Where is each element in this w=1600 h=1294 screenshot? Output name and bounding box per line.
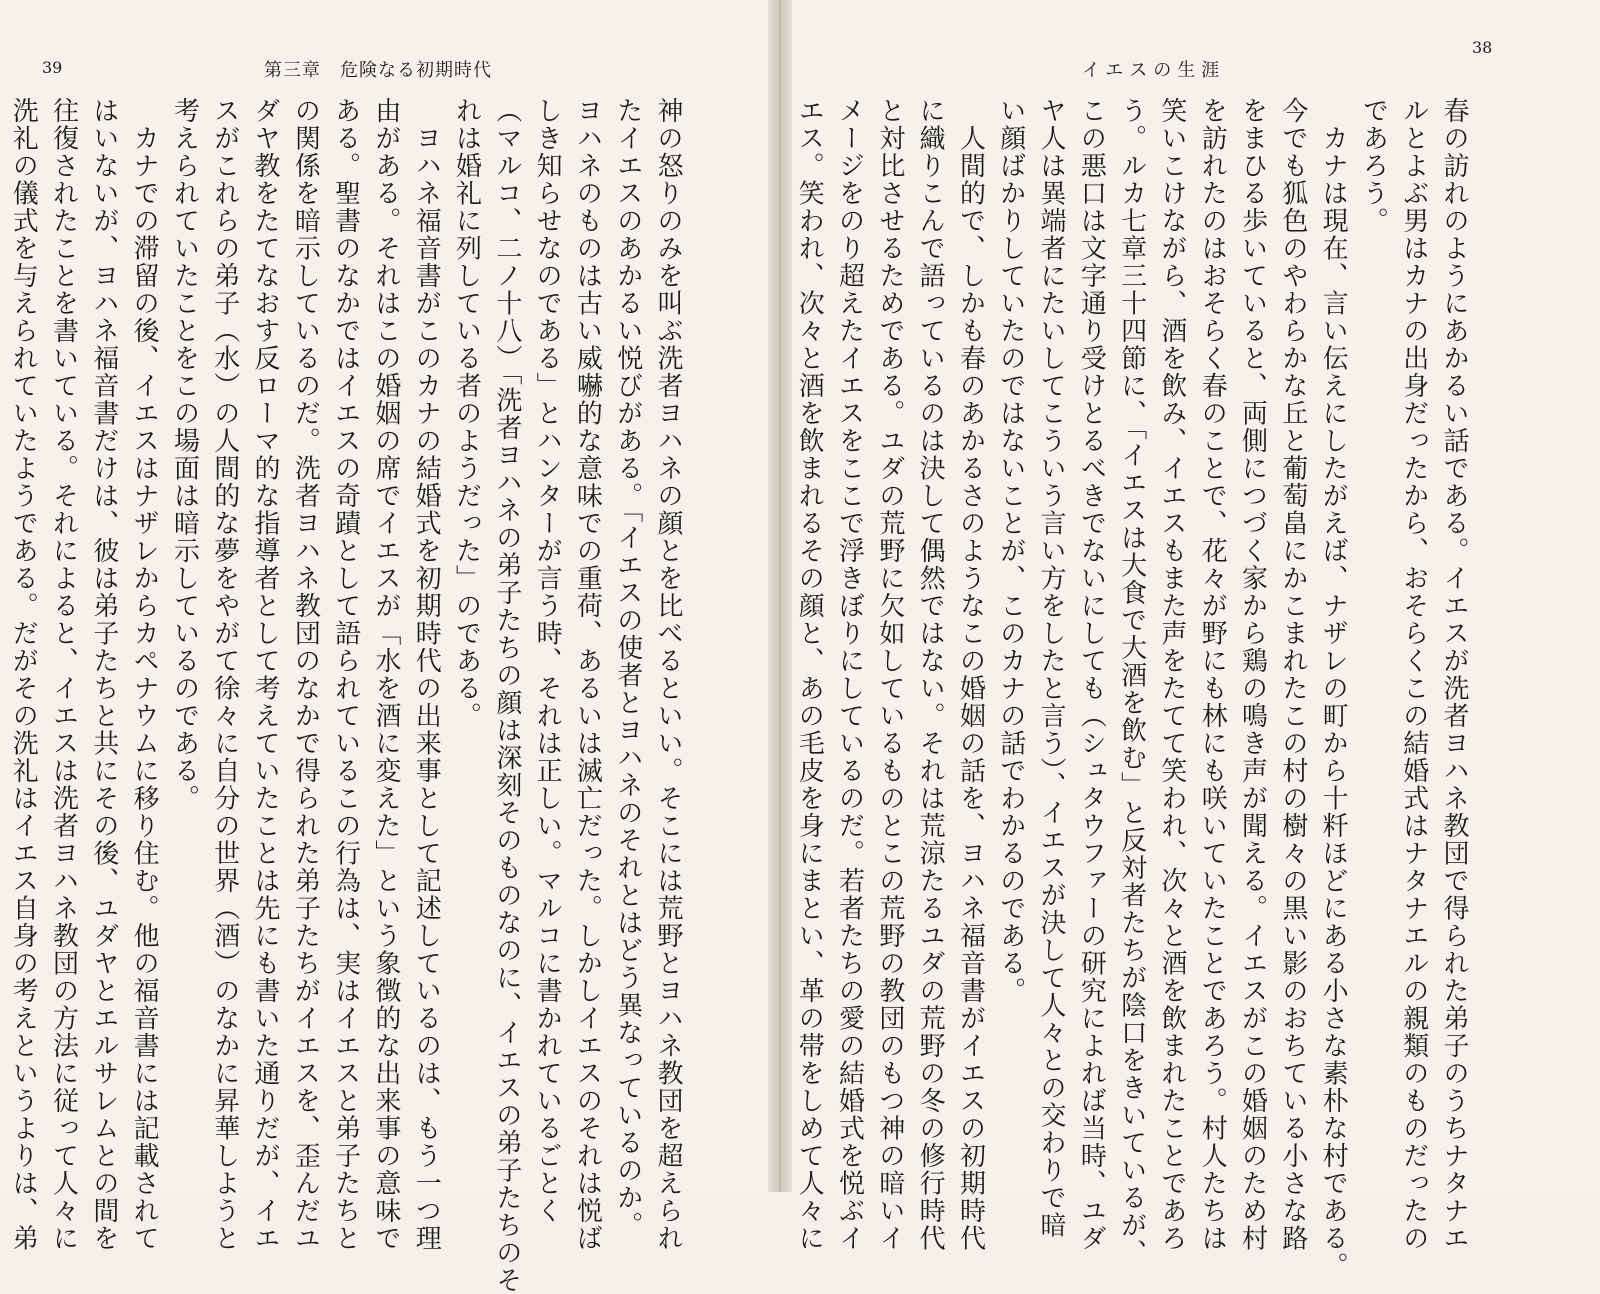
text-line: ヨハネのものは古い威嚇的な意味での重荷、あるいは滅亡だった。しかしイエスのそれは悦ば [572,97,603,1252]
text-line: う。ルカ七章三十四節に、「イエスは大食で大酒を飲む」と反対者たちが陰口をきいているが、 [1116,97,1147,1267]
text-line: たイエスのあかるい悦びがある。「イエスの使者とヨハネのそれとはどう異なっているのか。 [612,97,643,1239]
left-page [0,0,768,1294]
text-line: スがこれらの弟子（水）の人間的な夢をやがて徐々に自分の世界（酒）のなかに昇華しようと [209,97,240,1252]
text-line: に織りこんで語っているのは決して偶然ではない。それは荒涼たるユダの荒野の冬の修行時代 [915,97,946,1252]
text-line: カナでの滞留の後、イエスはナザレからカペナウムに移り住む。他の福音書には記載されて [129,97,160,1252]
text-line: ヨハネ福音書がこのカナの結婚式を初期時代の出来事として記述しているのは、もう一つ理 [411,97,442,1252]
text-line: ある。聖書のなかではイエスの奇蹟として語られているこの行為は、実はイエスと弟子たちと [330,97,361,1252]
text-line: 笑いこけながら、酒を飲み、イエスもまた声をたてて笑われ、次々と酒を飲まれたことであろ [1156,97,1187,1252]
text-line: 神の怒りのみを叫ぶ洗者ヨハネの顔とを比べるといい。そこには荒野とヨハネ教団を超えられ [653,97,683,1252]
text-line: ヤ人は異端者にたいしてこういう言い方をしたと言う）、イエスが決して人々との交わりで暗 [1036,97,1067,1239]
text-line: 考えられていたことをこの場面は暗示しているのである。 [169,97,200,812]
text-line: と対比させるためである。ユダの荒野に欠如しているものとこの荒野の教団のもつ神の暗いイ [874,97,905,1252]
right-page [792,0,1600,1280]
text-line: （マルコ、二ノ十八）「洗者ヨハネの弟子たちの顔は深刻そのものなのに、イエスの弟子たちのそ [491,97,522,1294]
page-number-left: 39 [42,58,63,77]
text-line: の関係を暗示しているのだ。洗者ヨハネ教団のなかで得られた弟子たちがイエスを、歪んだユ [290,97,321,1252]
running-head-left: 第三章 危険なる初期時代 [264,60,492,81]
text-line: ルとよぶ男はカナの出身だったから、おそらくこの結婚式はナタナエルの親類のものだったの [1398,97,1429,1252]
text-line: カナは現在、言い伝えにしたがえば、ナザレの町から十粁ほどにある小さな素朴な村である。 [1318,97,1349,1280]
text-line: れは婚礼に列している者のようだった」のである。 [451,97,482,730]
text-line: を訪れたのはおそらく春のことで、花々が野にも林にも咲いていたことであろう。村人たちは [1197,97,1228,1252]
text-line: エス。笑われ、次々と酒を飲まれるその顔と、あの毛皮を身にまとい、革の帯をしめて人々に [794,97,825,1252]
left-page-body [8,97,688,1294]
text-line: 往復されたことを書いている。それによると、イエスは洗者ヨハネ教団の方法に従って人々に [48,97,79,1252]
running-head-right: イエスの生涯 [1082,60,1226,81]
text-line: はいないが、ヨハネ福音書だけは、彼は弟子たちと共にその後、ユダヤとエルサレムとの間を [88,97,119,1252]
text-line: この悪口は文字通り受けとるべきでないにしても（シュタウファーの研究によれば当時、ユダ [1076,97,1107,1252]
text-line: 由がある。それはこの婚姻の席でイエスが「水を酒に変えた」という象徴的な出来事の意味で [370,97,401,1252]
text-line: であろう。 [1358,97,1389,235]
text-line: ダヤ教をたてなおす反ローマ的な指導者として考えていたことは先にも書いた通りだが、イエ [250,97,281,1252]
text-line: メージをのり超えたイエスをここで浮きぼりにしているのだ。若者たちの愛の結婚式を悦ぶイ [834,97,865,1252]
text-line: い顔ばかりしていたのではないことが、このカナの話でわかるのである。 [995,97,1026,1005]
text-line: 人間的で、しかも春のあかるさのようなこの婚姻の話を、ヨハネ福音書がイエスの初期時代 [955,97,986,1252]
text-line: をまひる歩いていると、両側につづく家から鶏の鳴き声が聞える。イエスがこの婚姻のため村 [1237,97,1268,1252]
text-line: しき知らせなのである」とハンターが言う時、それは正しい。マルコに書かれているごとく [532,97,563,1225]
text-line: 今でも狐色のやわらかな丘と葡萄畠にかこまれたこの村の樹々の黒い影のおちている小さな路 [1277,97,1308,1252]
text-line: 洗礼の儀式を与えられていたようである。だがその洗礼はイエス自身の考えというよりは、弟 [8,97,39,1252]
right-page-body [794,97,1474,1280]
page-number-right: 38 [1472,38,1493,57]
text-line: 春の訪れのようにあかるい話である。イエスが洗者ヨハネ教団で得られた弟子のうちナタナエ [1439,97,1469,1252]
